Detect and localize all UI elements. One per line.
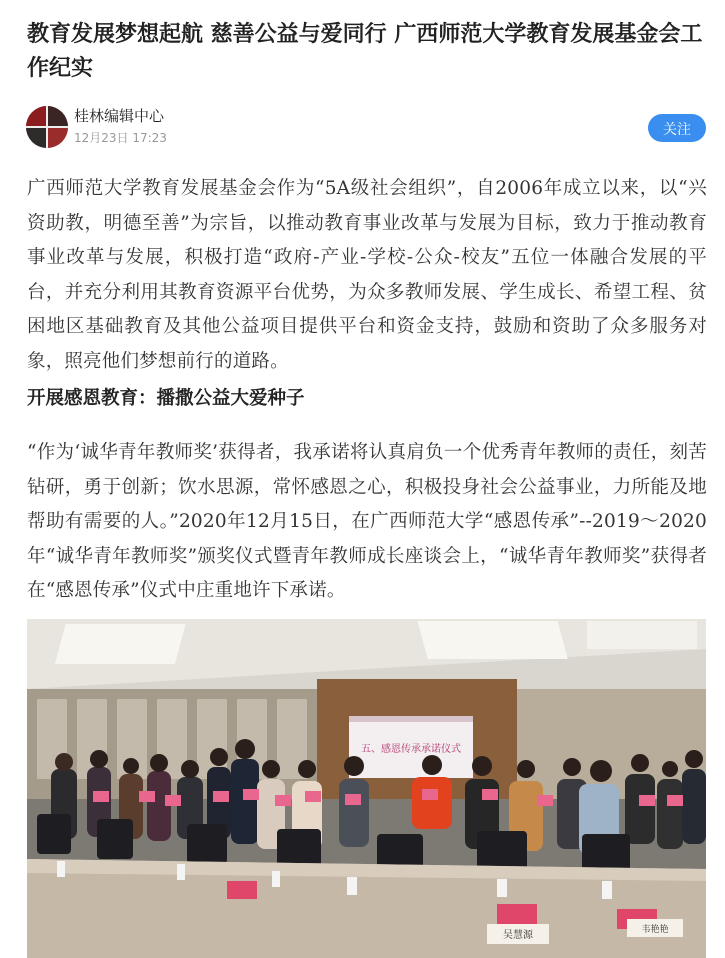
ceremony-photo-image [27, 619, 706, 958]
screen-text: 五、感恩传承承诺仪式 [361, 744, 461, 755]
publish-date: 12月23日 17:23 [74, 131, 167, 145]
nameplate-1: 吴慧源 [503, 930, 533, 941]
author-row [26, 104, 706, 152]
nameplate-2: 韦艳艳 [641, 925, 669, 935]
article-paragraph-1: 广西师范大学教育发展基金会作为“5A级社会组织”，自2006年成立以来，以“兴资助教，明德至善”为宗旨，以推动教育事业改革与发展为目标，致力于推动教育事业改革与发展，积极打造“政府-产业-学校-公众-校友”五位一体融合发展的平台，并充分利用其教育资源平台优势，为众多教师发展、学生成长、希望工程、贫困地区基础教育及其他公益项目提供平台和资金支持，鼓励和资助了众多服务对象，照亮他们梦想前行的道路。 [27, 178, 707, 372]
author-name[interactable]: 桂林编辑中心 [74, 107, 165, 125]
article-paragraph-2: “作为‘诚华青年教师奖’获得者，我承诺将认真肩负一个优秀青年教师的责任，刻苦钻研，勇于创新；饮水思源，常怀感恩之心，积极投身社会公益事业，力所能及地帮助有需要的人。”2020年12月15日，在广西师范大学“感恩传承”--2019～2020年“诚华青年教师奖”颁奖仪式暨青年教师成长座谈会上，“诚华青年教师奖”获得者在“感恩传承”仪式中庄重地许下承诺。 [27, 442, 707, 601]
section-heading: 开展感恩教育：播撒公益大爱种子 [27, 388, 305, 409]
article-photo[interactable] [27, 619, 706, 958]
follow-button[interactable]: 关注 [648, 114, 706, 142]
article-title: 教育发展梦想起航 慈善公益与爱同行 广西师范大学教育发展基金会工作纪实 [27, 22, 703, 81]
avatar[interactable] [26, 106, 68, 148]
